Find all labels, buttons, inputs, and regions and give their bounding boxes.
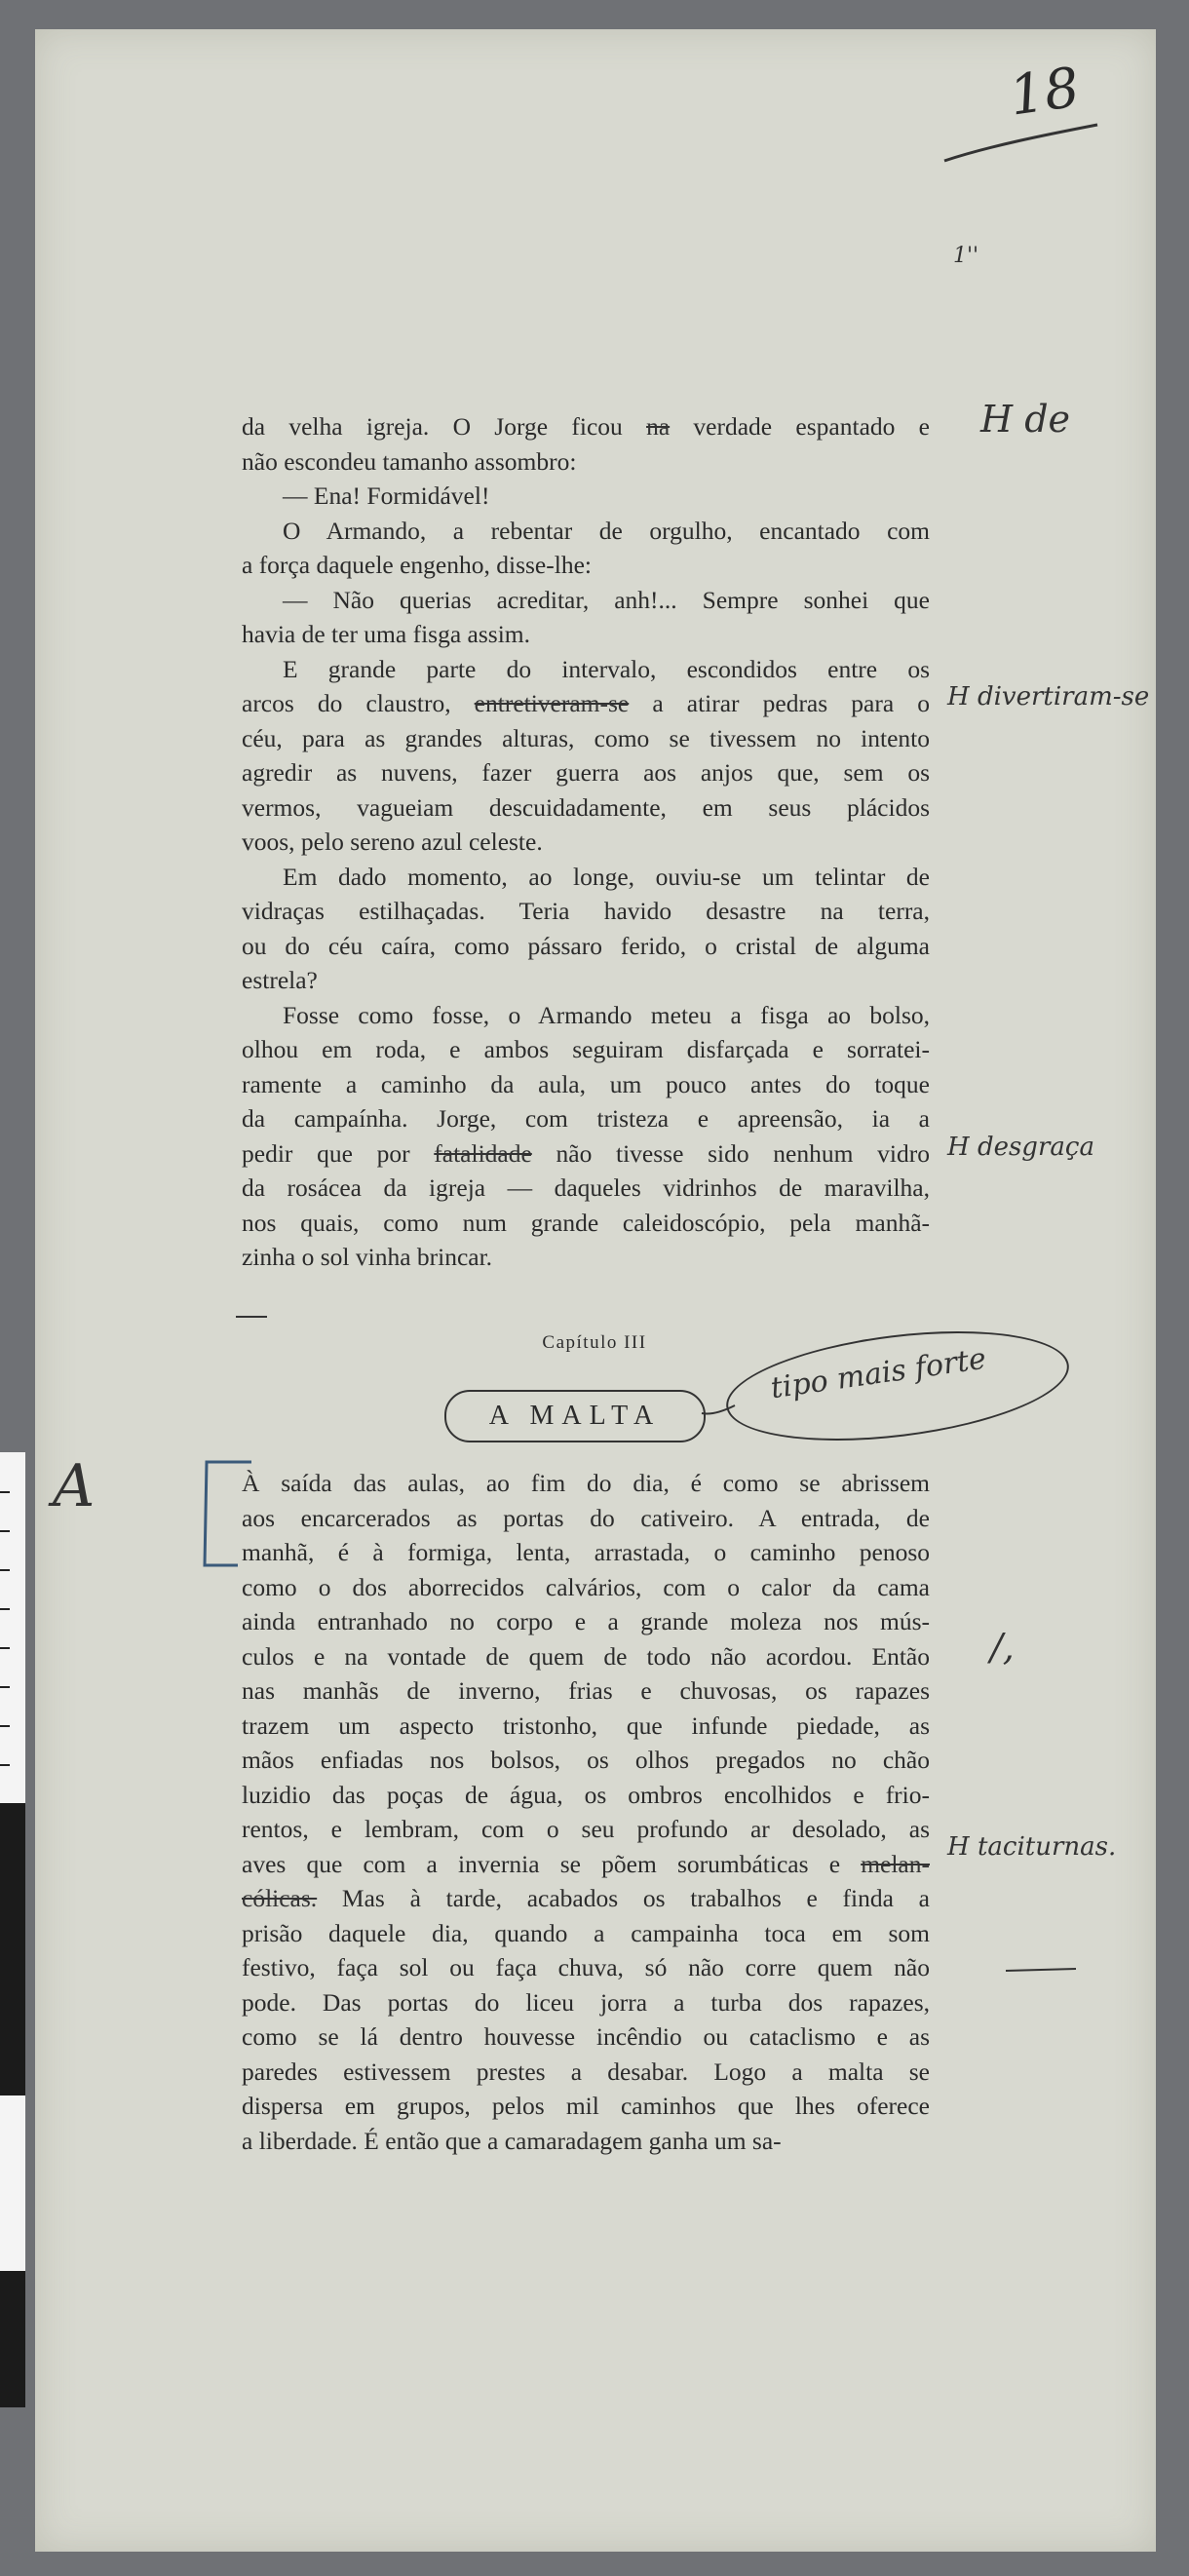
text-line: da campaínha. Jorge, com tristeza e apreensão, ia a bbox=[242, 1104, 930, 1133]
text-line: da rosácea da igreja — daqueles vidrinhos de maravilha, bbox=[242, 1173, 930, 1202]
text-line: pode. Das portas do liceu jorra a turba dos rapazes, bbox=[242, 1987, 930, 2017]
margin-dash bbox=[234, 1312, 273, 1322]
annotation-divertiram: H divertiram-se bbox=[947, 682, 1150, 711]
text-line: rentos, e lembram, com o seu profundo ar desolado, as bbox=[242, 1815, 930, 1843]
color-scale-bar bbox=[0, 1452, 25, 2407]
text-line: ou do céu caíra, como pássaro ferido, o cristal de alguma bbox=[242, 931, 930, 960]
scale-tick bbox=[0, 1569, 10, 1571]
text-line: ainda entranhado no corpo e a grande moleza nos mús- bbox=[242, 1607, 930, 1635]
text-line: vermos, vagueiam descuidadamente, em seus plácidos bbox=[242, 792, 930, 822]
text-line: À saída das aulas, ao fim do dia, é como se abrissem bbox=[242, 1469, 930, 1497]
text-line: voos, pelo sereno azul celeste. bbox=[242, 827, 543, 856]
text-before-chapter bbox=[242, 409, 930, 1275]
text-line: aos encarcerados as portas do cativeiro. A entrada, de bbox=[242, 1503, 930, 1532]
text-line: zinha o sol vinha brincar. bbox=[242, 1243, 493, 1271]
text-line: festivo, faça sol ou faça chuva, só não corre quem não bbox=[242, 1953, 930, 1981]
text-line: olhou em roda, e ambos seguiram disfarçada e sorratei- bbox=[242, 1035, 930, 1063]
text-line: nas manhãs de inverno, frias e chuvosas, os rapazes bbox=[242, 1676, 930, 1705]
scale-tick bbox=[0, 1647, 10, 1649]
scale-tick bbox=[0, 1764, 10, 1766]
text-line: Fosse como fosse, o Armando meteu a fisga ao bolso, bbox=[283, 1000, 930, 1029]
text-line: aves que com a invernia se põem sorumbáticas e melan- bbox=[242, 1849, 930, 1878]
annotation-dash bbox=[1004, 1965, 1082, 1977]
annotation-mark: 1'' bbox=[953, 244, 979, 268]
text-line: como se lá dentro houvesse incêndio ou cataclismo e as bbox=[242, 2022, 930, 2051]
scale-tick bbox=[0, 1725, 10, 1727]
text-line: — Ena! Formidável! bbox=[283, 481, 490, 510]
text-line: a força daquele engenho, disse-lhe: bbox=[242, 551, 592, 579]
annotation-a: A bbox=[53, 1452, 96, 1520]
text-line: céu, para as grandes alturas, como se tivessem no intento bbox=[242, 723, 930, 752]
annotation-tipo: tipo mais forte bbox=[768, 1341, 988, 1406]
text-line: dispersa em grupos, pelos mil caminhos que lhes oferece bbox=[242, 2092, 930, 2120]
annotation-slash: /, bbox=[990, 1626, 1015, 1669]
text-line: mãos enfiadas nos bolsos, os olhos pregados no chão bbox=[242, 1746, 930, 1774]
scale-tick bbox=[0, 1530, 10, 1532]
text-line: paredes estivessem prestes a desabar. Logo a malta se bbox=[242, 2057, 930, 2086]
page-number-underline bbox=[940, 117, 1105, 175]
text-line: trazem um aspecto tristonho, que infunde piedade, as bbox=[242, 1711, 930, 1740]
text-line: vidraças estilhaçadas. Teria havido desastre na terra, bbox=[242, 897, 930, 925]
text-line: estrela? bbox=[242, 966, 318, 994]
annotation-connector bbox=[700, 1394, 739, 1423]
text-line: havia de ter uma fisga assim. bbox=[242, 620, 530, 648]
text-line: O Armando, a rebentar de orgulho, encantado com bbox=[283, 516, 930, 545]
annotation-desgraca: H desgraça bbox=[947, 1133, 1094, 1162]
text-line: cólicas. Mas à tarde, acabados os trabalhos e finda a bbox=[242, 1884, 930, 1912]
scale-segment-white bbox=[0, 1452, 25, 1803]
text-line: culos e na vontade de quem de todo não acordou. Então bbox=[242, 1641, 930, 1671]
chapter-label-text: Capítulo III bbox=[542, 1332, 647, 1353]
text-line: nos quais, como num grande caleidoscópio, pela manhã- bbox=[242, 1208, 930, 1237]
text-line: como o dos aborrecidos calvários, com o calor da cama bbox=[242, 1572, 930, 1601]
text-line: manhã, é à formiga, lenta, arrastada, o caminho penoso bbox=[242, 1538, 930, 1566]
text-line: arcos do claustro, entretiveram-se a atirar pedras para o bbox=[242, 689, 930, 717]
text-line: — Não querias acreditar, anh!... Sempre sonhei que bbox=[283, 585, 930, 614]
annotation-de: H de bbox=[980, 398, 1071, 441]
text-line: a liberdade. É então que a camaradagem ganha um sa- bbox=[242, 2126, 782, 2155]
text-line: E grande parte do intervalo, escondidos entre os bbox=[283, 654, 930, 683]
scale-segment-white bbox=[0, 2095, 25, 2271]
text-line: ramente a caminho da aula, um pouco antes do toque bbox=[242, 1069, 930, 1098]
text-line: prisão daquele dia, quando a campainha toca em som bbox=[242, 1918, 930, 1947]
text-line: pedir que por fatalidade não tivesse sido nenhum vidro bbox=[242, 1138, 930, 1168]
scale-tick bbox=[0, 1686, 10, 1688]
text-line: Em dado momento, ao longe, ouviu-se um telintar de bbox=[283, 862, 930, 891]
page-number: 18 bbox=[1005, 56, 1084, 129]
chapter-title: A MALTA bbox=[444, 1390, 706, 1442]
annotation-taciturnas: H taciturnas. bbox=[947, 1832, 1117, 1862]
text-line: não escondeu tamanho assombro: bbox=[242, 446, 577, 476]
scale-tick bbox=[0, 1491, 10, 1493]
text-line: da velha igreja. O Jorge ficou na verdade espantado e bbox=[242, 412, 930, 441]
text-line: agredir as nuvens, fazer guerra aos anjos que, sem os bbox=[242, 758, 930, 787]
text-line: luzidio das poças de água, os ombros encolhidos e frio- bbox=[242, 1780, 930, 1809]
text-after-chapter bbox=[242, 1466, 930, 2158]
scale-tick bbox=[0, 1608, 10, 1610]
